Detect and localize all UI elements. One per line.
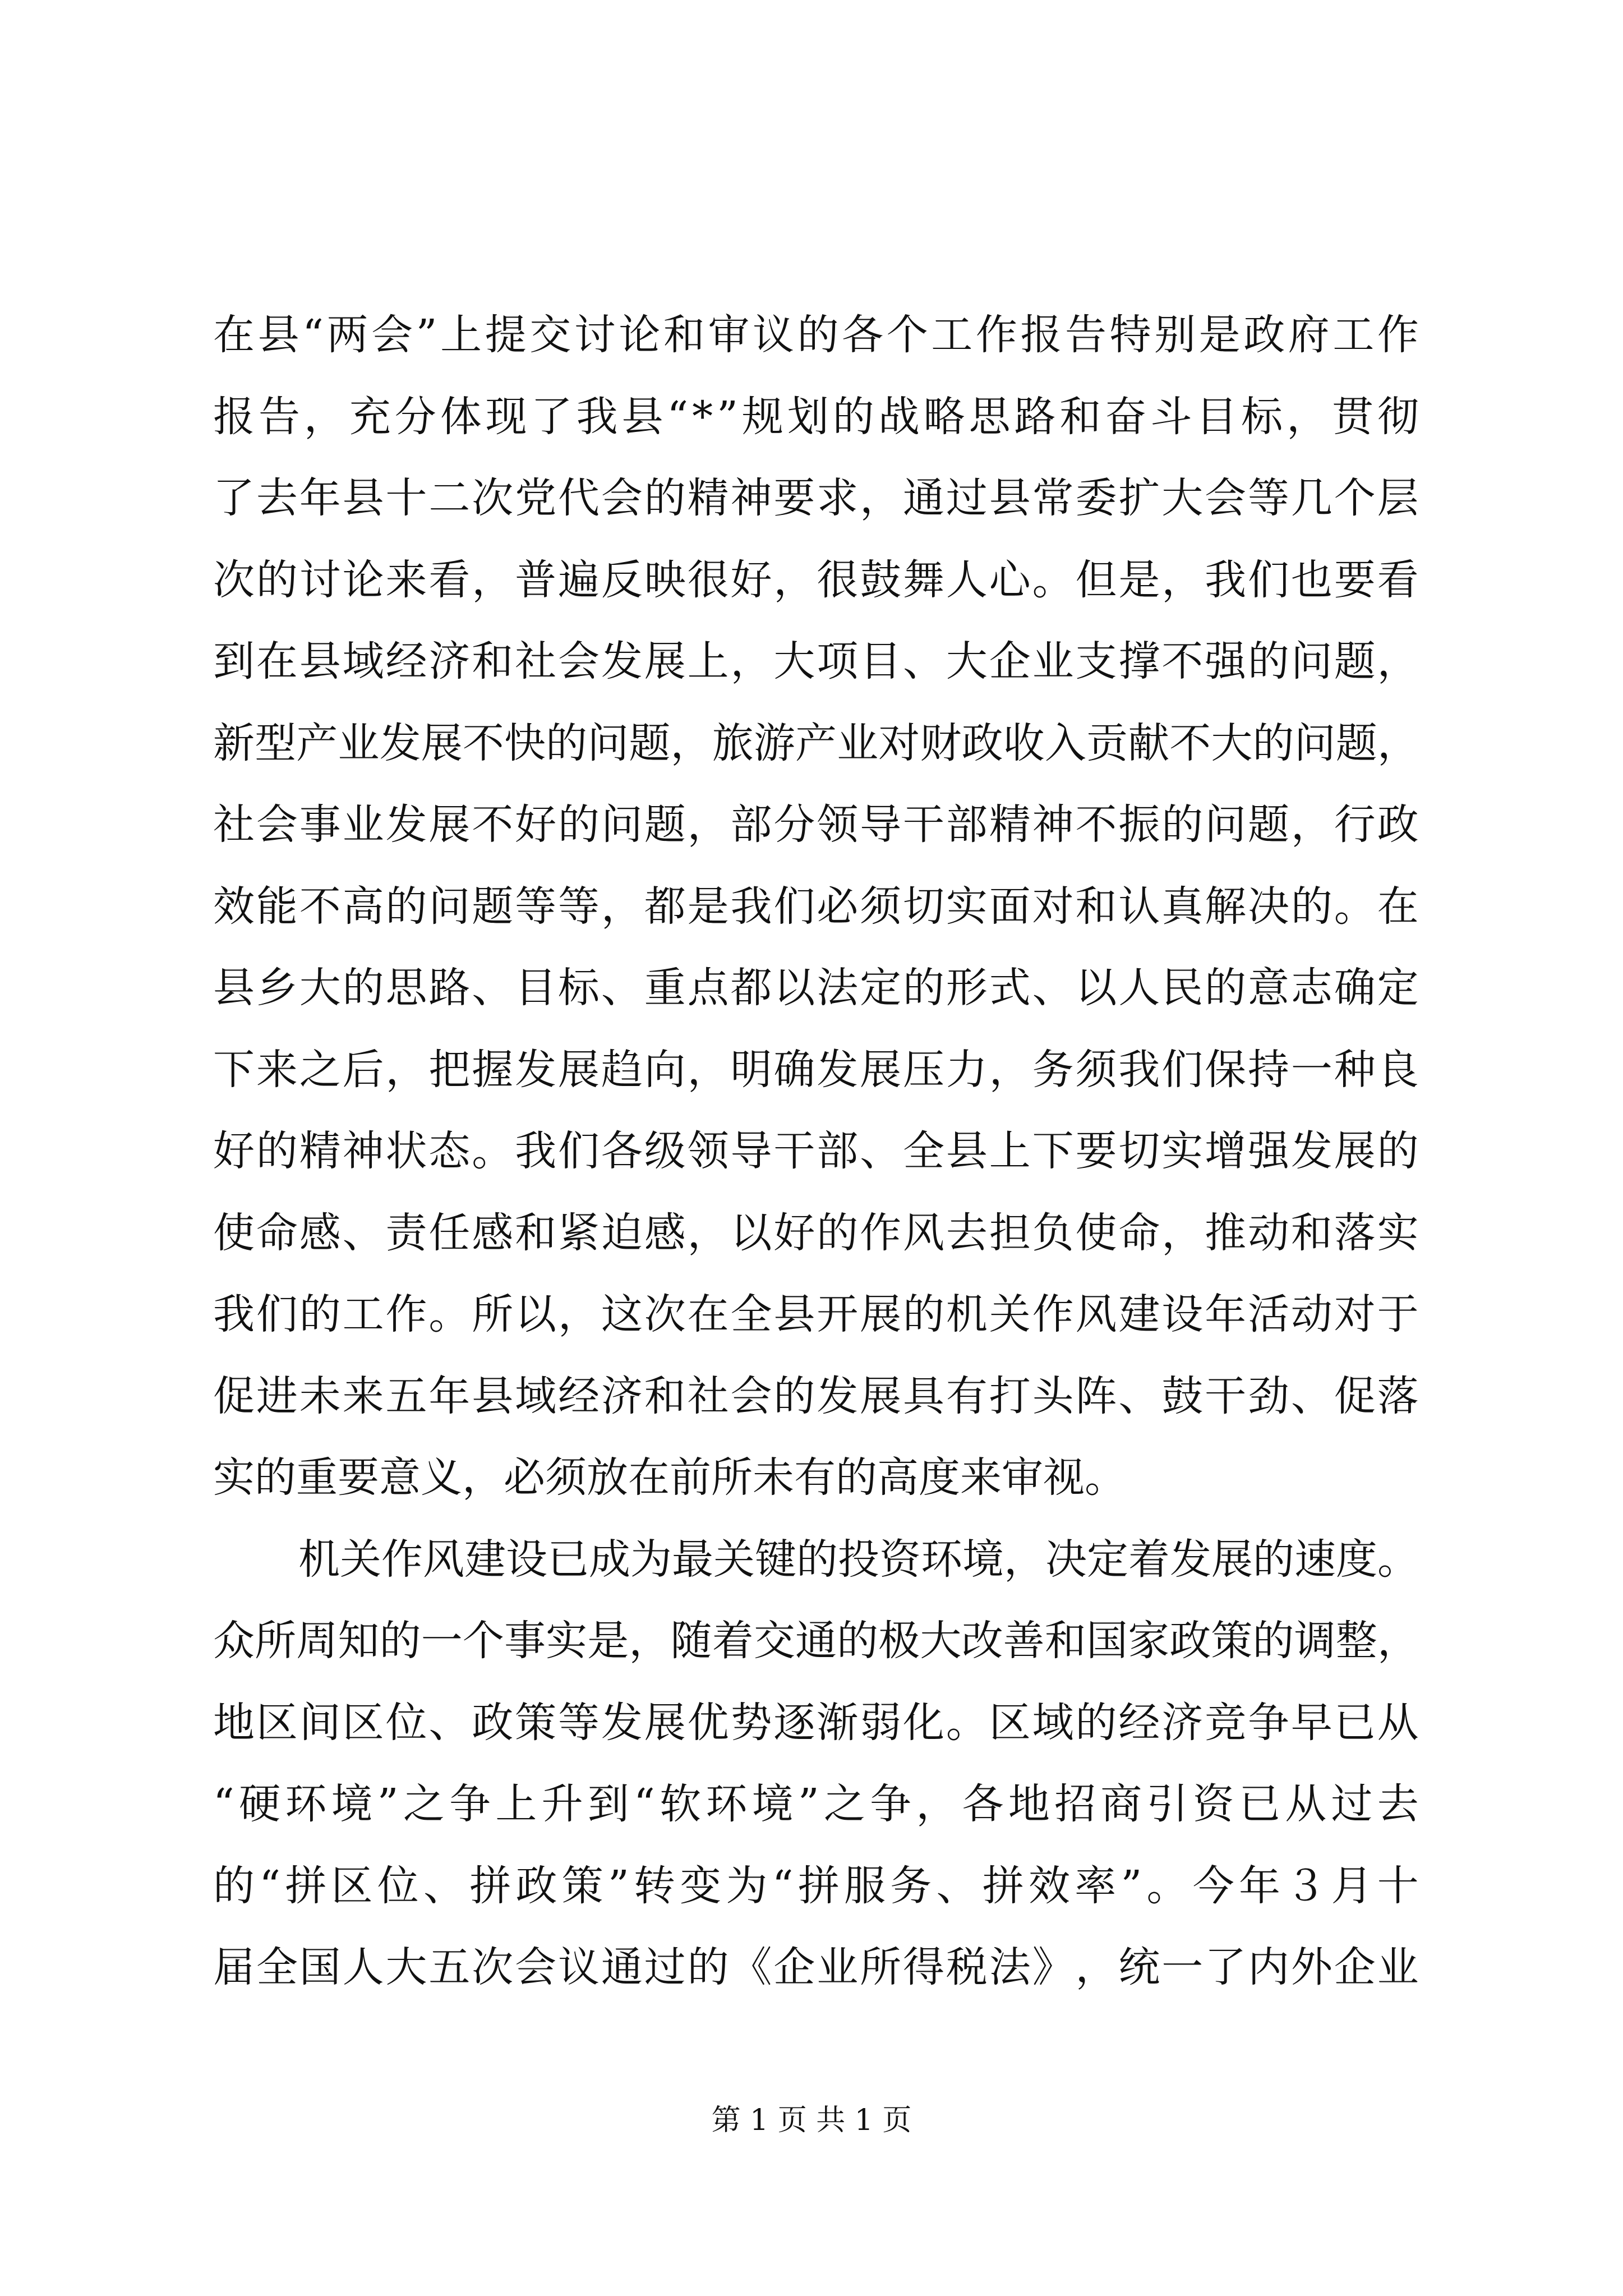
- text-line: 下 来 之 后 ， 把 握 发 展 趋 向 ， 明 确 发 展 压 力 ， 务 须 我 们 保 持 一 种 良: [213, 1045, 1419, 1094]
- text-line: 效 能 不 高 的 问 题 等 等 ， 都 是 我 们 必 须 切 实 面 对 和 认 真 解 决 的 。 在: [213, 882, 1419, 931]
- text-line: 县 乡 大 的 思 路 、 目 标 、 重 点 都 以 法 定 的 形 式 、 以 人 民 的 意 志 确 定: [213, 964, 1419, 1012]
- text-line: 了 去 年 县 十 二 次 党 代 会 的 精 神 要 求 ， 通 过 县 常 委 扩 大 会 等 几 个 层: [213, 474, 1419, 522]
- text-line: 到 在 县 域 经 济 和 社 会 发 展 上 ， 大 项 目 、 大 企 业 支 撑 不 强 的 问 题 ，: [213, 637, 1419, 685]
- text-line: 地 区 间 区 位 、 政 策 等 发 展 优 势 逐 渐 弱 化 。 区 域 的 经 济 竞 争 早 已 从: [213, 1698, 1419, 1747]
- text-line: 实的重要意义，必须放在前所未有的高度来审视。: [213, 1453, 1126, 1502]
- text-line: 新 型 产 业 发 展 不 快 的 问 题 ， 旅 游 产 业 对 财 政 收 入 贡 献 不 大 的 问 题 ，: [213, 719, 1419, 767]
- document-body: [213, 295, 1419, 2009]
- text-line: 我 们 的 工 作 。 所 以 ， 这 次 在 全 县 开 展 的 机 关 作 风 建 设 年 活 动 对 于: [213, 1290, 1419, 1338]
- text-line: 使 命 感 、 责 任 感 和 紧 迫 感 ， 以 好 的 作 风 去 担 负 使 命 ， 推 动 和 落 实: [213, 1208, 1419, 1257]
- text-line: 报 告 ， 充 分 体 现 了 我 县 “ * ” 规 划 的 战 略 思 路 和 奋 斗 目 标 ， 贯 彻: [213, 392, 1419, 441]
- text-line: 促 进 未 来 五 年 县 域 经 济 和 社 会 的 发 展 具 有 打 头 阵 、 鼓 干 劲 、 促 落: [213, 1372, 1419, 1420]
- text-line: 机 关 作 风 建 设 已 成 为 最 关 键 的 投 资 环 境 ， 决 定 着 发 展 的 速 度 。: [298, 1535, 1419, 1584]
- text-line: 众 所 周 知 的 一 个 事 实 是 ， 随 着 交 通 的 极 大 改 善 和 国 家 政 策 的 调 整 ，: [213, 1617, 1419, 1665]
- page-number-footer: 第 1 页 共 1 页: [711, 2104, 912, 2137]
- text-line: 届 全 国 人 大 五 次 会 议 通 过 的 《 企 业 所 得 税 法 》 ， 统 一 了 内 外 企 业: [213, 1943, 1419, 1991]
- text-line: 的 “ 拼 区 位 、 拼 政 策 ” 转 变 为 “ 拼 服 务 、 拼 效 率 ” 。 今 年 ３ 月 十: [213, 1861, 1419, 1910]
- paragraph-1: [213, 295, 1419, 1519]
- paragraph-2: [213, 1519, 1419, 2009]
- text-line: 好 的 精 神 状 态 。 我 们 各 级 领 导 干 部 、 全 县 上 下 要 切 实 增 强 发 展 的: [213, 1127, 1419, 1175]
- text-line: 在 县 “ 两 会 ” 上 提 交 讨 论 和 审 议 的 各 个 工 作 报 告 特 别 是 政 府 工 作: [213, 311, 1419, 359]
- text-line: 次 的 讨 论 来 看 ， 普 遍 反 映 很 好 ， 很 鼓 舞 人 心 。 但 是 ， 我 们 也 要 看: [213, 555, 1419, 604]
- text-line: 社 会 事 业 发 展 不 好 的 问 题 ， 部 分 领 导 干 部 精 神 不 振 的 问 题 ， 行 政: [213, 800, 1419, 849]
- text-line: “ 硬 环 境 ” 之 争 上 升 到 “ 软 环 境 ” 之 争 ， 各 地 招 商 引 资 已 从 过 去: [213, 1780, 1419, 1828]
